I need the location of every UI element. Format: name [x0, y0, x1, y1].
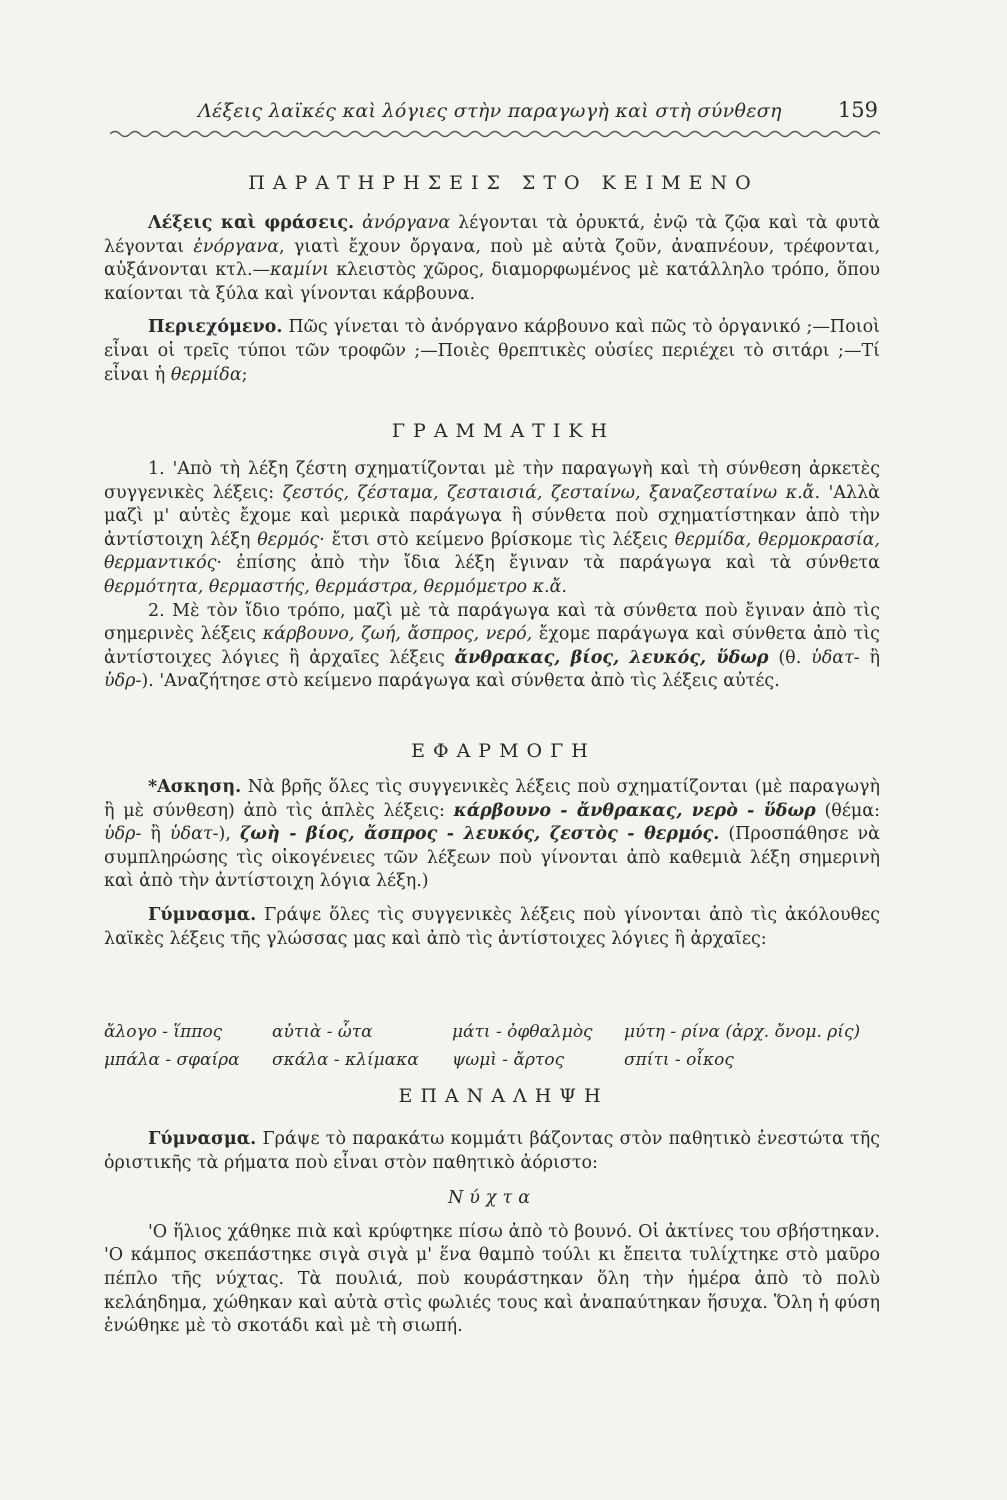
word-pairs-row: [104, 1050, 880, 1078]
header-title: Λέξεις λαϊκές καὶ λόγιες στὴν παραγωγὴ καὶ στὴ σύνθεση: [198, 100, 782, 122]
text: Πῶς γίνεται τὸ ἀνόργανο κάρβουνο καὶ πῶς τὸ ὀργανικό ;—Ποιοὶ εἶναι οἱ τρεῖς τύποι τῶν τροφῶν ;—Ποιὲς θρεπτικὲς οὐσίες περιέχει τὸ σιτάρι ;—Τί εἶναι ἡ: [104, 317, 880, 385]
exercise-paragraph: [104, 776, 880, 894]
lead-words-phrases: Λέξεις καὶ φράσεις.: [148, 213, 355, 233]
passage-title: [104, 1187, 880, 1211]
text: (θέμα:: [815, 800, 880, 821]
section-application: [104, 776, 880, 951]
word-pair: αὐτιὰ - ὦτα: [272, 1022, 373, 1042]
text: 'Αλλὰ μαζὶ μ' αὐτὲς ἔχομε καὶ μερικὰ παράγωγα ἢ σύνθετα ποὺ σχηματίστηκαν ἀπὸ τὴν ἀντίστοιχη λέξη: [104, 482, 880, 550]
text: [354, 213, 362, 233]
paragraph-words-phrases: [104, 212, 880, 306]
word-pair: μάτι - ὀφθαλμὸς: [452, 1022, 593, 1042]
word-pair: μπάλα - σφαίρα: [104, 1050, 240, 1070]
term: θερμίδα: [170, 364, 242, 385]
lead-exercise: *Ασκηση.: [148, 777, 242, 797]
text: Γράψε τὸ παρακάτω κομμάτι βάζοντας στὸν παθητικὸ ἐνεστώτα τῆς ὁριστικῆς τὰ ρήματα ποὺ εἶναι στὸν παθητικὸ ἀόριστο:: [104, 1129, 880, 1173]
passage-title-text: Νύχτα: [447, 1188, 537, 1209]
term: ὑδατ-: [811, 647, 860, 668]
term: ἄνθρακας, βίος, λευκός, ὕδωρ: [454, 647, 769, 668]
passage-night: 'Ο ἥλιος χάθηκε πιὰ καὶ κρύφτηκε πίσω ἀπὸ τὸ βουνό. Οἱ ἀκτίνες του σβήστηκαν. 'Ο κάμπος σκεπάστηκε σιγὰ σιγὰ μ' ἕνα θαμπὸ τούλι κι ἔπειτα τυλίχτηκε στὸ μαῦρο πέπλο τῆς νύχτας. Τὰ πουλιά, ποὺ κουράστηκαν ὅλη τὴν ἡμέρα ἀπὸ τὸ πολὺ κελάηδημα, χώθηκαν καὶ αὐτὰ στὶς φωλιές τους καὶ ἀναπαύτηκαν ἥσυχα. Ὅλη ἡ φύση ἑνώθηκε μὲ τὸ σκοτάδι καὶ μὲ τὴ σιωπή.: [104, 1221, 880, 1337]
text: (Προσπάθησε νὰ συμπληρώσης τὶς οἰκογένειες τῶν λέξεων ποὺ γίνονται ἀπὸ καθεμιὰ λέξη σημερινὴ καὶ ἀπὸ τὴν ἀντίστοιχη λόγια λέξη.): [104, 824, 880, 892]
text: 1. 'Απὸ τὴ λέξη ζέστη σχηματίζονται μὲ τὴν παραγωγὴ καὶ τὴ σύνθεση ἀρκετὲς συγγενικὲς λέξεις:: [104, 459, 880, 503]
paragraph-content-questions: [104, 316, 880, 387]
lead-content: Περιεχόμενο.: [148, 317, 283, 338]
term: θερμός·: [257, 529, 325, 550]
text: ἔχομε παράγωγα καὶ σύνθετα ἀπὸ τὶς ἀντίστοιχες λόγιες ἢ ἀρχαῖες λέξεις: [104, 624, 880, 668]
word-pair: μύτη - ρίνα (ἀρχ. ὄνομ. ρίς): [624, 1022, 861, 1042]
text: ἔτσι στὸ κείμενο βρίσκομε τὶς λέξεις: [324, 529, 675, 550]
word-pair: ἄλογο - ἵππος: [104, 1022, 223, 1042]
word-pair: σκάλα - κλίμακα: [272, 1050, 419, 1070]
wavy-rule: [110, 127, 880, 141]
term: ὑδατ-: [169, 824, 219, 845]
grammar-item-1: [104, 458, 880, 600]
term: ζεστός, ζέσταμα, ζεσταισιά, ζεσταίνω, ξαναζεσταίνω κ.ἄ.: [282, 482, 821, 503]
text: ),: [218, 824, 240, 845]
text: 2. Μὲ τὸν ἴδιο τρόπο, μαζὶ μὲ τὰ παράγωγα καὶ τὰ σύνθετα ποὺ ἔγιναν ἀπὸ τὶς σημερινὲς λέξεις: [104, 600, 880, 645]
term: θερμίδα, θερμοκρασία, θερμαντικός·: [104, 529, 880, 574]
lead-review-drill: Γύμνασμα.: [148, 1129, 257, 1149]
term: κάρβουνο - ἄνθρακας, νερὸ - ὕδωρ: [453, 800, 816, 821]
text: Νὰ βρῆς ὅλες τὶς συγγενικὲς λέξεις ποὺ σχηματίζονται (μὲ παραγωγὴ ἢ μὲ σύνθεση) ἀπὸ τὶς ἁπλὲς λέξεις:: [104, 777, 880, 821]
text: (θ.: [768, 647, 812, 668]
term: ὑδρ-: [104, 671, 142, 692]
text: ;: [241, 364, 248, 385]
word-pair: σπίτι - οἶκος: [624, 1050, 734, 1070]
section-observations: [104, 212, 880, 387]
term: θερμότητα, θερμαστής, θερμάστρα, θερμόμετρο κ.ἄ.: [104, 576, 567, 597]
section-title-observations: ΠΑΡΑΤΗΡΗΣΕΙΣ ΣΤΟ ΚΕΙΜΕΝΟ: [248, 172, 759, 194]
term: καμίνι: [270, 260, 330, 281]
section-title-review: ΕΠΑΝΑΛΗΨΗ: [398, 1085, 609, 1107]
text: ἢ: [859, 647, 880, 668]
text: κλειστὸς χῶρος, διαμορφωμένος μὲ κατάλληλο τρόπο, ὅπου καίονται τὰ ξύλα καὶ γίνονται κάρβουνα.: [104, 260, 881, 304]
section-title-grammar: ΓΡΑΜΜΑΤΙΚΗ: [391, 420, 616, 442]
lead-drill: Γύμνασμα.: [148, 904, 257, 925]
review-instruction: [104, 1128, 880, 1175]
word-pairs-table: [104, 1022, 880, 1078]
term: ἐνόργανα: [193, 236, 280, 257]
grammar-item-2: [104, 600, 880, 694]
text: λέγονται τὰ ὀρυκτά, ἐνῷ τὰ ζῷα καὶ τὰ φυτὰ λέγονται: [104, 213, 880, 257]
text: ἐπίσης ἀπὸ τὴν ἴδια λέξη ἔγιναν τὰ παράγωγα καὶ τὰ σύνθετα: [221, 553, 880, 574]
text: ). 'Αναζήτησε στὸ κείμενο παράγωγα καὶ σύνθετα ἀπὸ τὶς λέξεις αὐτές.: [141, 671, 780, 692]
term: ὑδρ-: [104, 824, 142, 845]
drill-paragraph: [104, 904, 880, 951]
text: , γιατὶ ἔχουν ὄργανα, ποὺ μὲ αὐτὰ ζοῦν, ἀναπνέουν, τρέφονται, αὐξάνονται κτλ.—: [104, 236, 881, 281]
section-grammar: [104, 458, 880, 694]
section-title-application: ΕΦΑΡΜΟΓΗ: [411, 740, 596, 762]
section-review: [104, 1128, 880, 1339]
page-number: 159: [837, 98, 878, 122]
running-header: [198, 100, 878, 130]
term: ἀνόργανα: [362, 213, 451, 233]
word-pairs-row: [104, 1022, 880, 1050]
word-pair: ψωμὶ - ἄρτος: [452, 1050, 565, 1070]
text: Γράψε ὅλες τὶς συγγενικὲς λέξεις ποὺ γίνονται ἀπὸ τὶς ἀκόλουθες λαϊκὲς λέξεις τῆς γλώσσας μας καὶ ἀπὸ τὶς ἀντίστοιχες λόγιες ἢ ἀρχαῖες:: [104, 904, 880, 949]
term: κάρβουνο, ζωή, ἄσπρος, νερό,: [262, 624, 533, 645]
term: ζωὴ - βίος, ἄσπρος - λευκός, ζεστὸς - θερμός.: [239, 824, 720, 845]
text: ἢ: [141, 824, 170, 845]
